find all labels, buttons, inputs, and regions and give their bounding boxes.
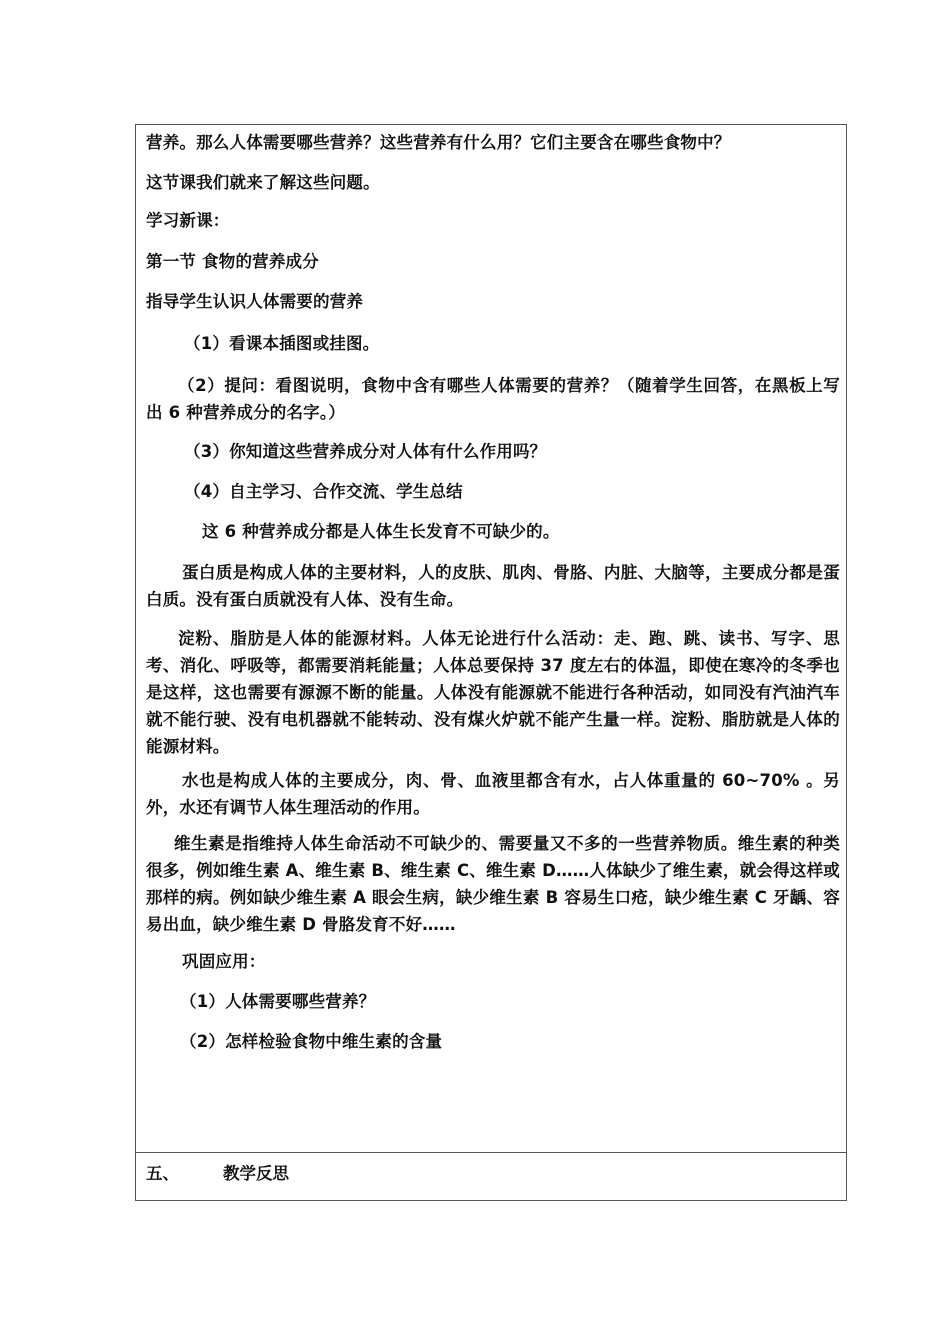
section-title: 教学反思 — [223, 1164, 289, 1183]
section-heading: 学习新课： — [146, 211, 230, 230]
list-item: （1）看课本插图或挂图。 — [184, 334, 380, 353]
section-five-heading — [146, 1160, 289, 1184]
paragraph: 蛋白质是构成人体的主要材料，人的皮肤、肌肉、骨胳、内脏、大脑等，主要成分都是蛋白质。没有蛋白质就没有人体、没有生命。 — [146, 563, 840, 609]
text-line: 这 6 种营养成分都是人体生长发育不可缺少的。 — [202, 522, 560, 541]
section-number: 五、 — [146, 1164, 179, 1183]
list-item: （3）你知道这些营养成分对人体有什么作用吗？ — [184, 442, 547, 461]
paragraph: （2）提问：看图说明，食物中含有哪些人体需要的营养？（随着学生回答，在黑板上写出 6 种营养成分的名字。） — [146, 376, 840, 422]
text-line: 营养。那么人体需要哪些营养？这些营养有什么用？它们主要含在哪些食物中？ — [146, 133, 731, 152]
lesson-table — [135, 124, 847, 1201]
list-item: （2）怎样检验食物中维生素的含量 — [180, 1032, 443, 1051]
list-item: （4）自主学习、合作交流、学生总结 — [184, 482, 463, 501]
section-heading: 巩固应用： — [182, 952, 266, 971]
section-heading: 第一节 食物的营养成分 — [146, 252, 319, 271]
text-line: 这节课我们就来了解这些问题。 — [146, 173, 380, 192]
paragraph: 维生素是指维持人体生命活动不可缺少的、需要量又不多的一些营养物质。维生素的种类很多，例如维生素 A、维生素 B、维生素 C、维生素 D……人体缺少了维生素，就会得这样或那样的病。例如缺少维生素 A 眼会生病，缺少维生素 B 容易生口疮，缺少维生素 C 牙龋、容易出血，缺少维生素 D 骨胳发育不好…… — [146, 834, 840, 934]
paragraph: 淀粉、脂肪是人体的能源材料。人体无论进行什么活动：走、跑、跳、读书、写字、思考、消化、呼吸等，都需要消耗能量；人体总要保持 37 度左右的体温，即使在寒冷的冬季也是这样，这也需要有源源不断的能量。人体没有能源就不能进行各种活动，如同没有汽油汽车就不能行驶、没有电机器就不能转动、没有煤火炉就不能产生量一样。淀粉、脂肪就是人体的能源材料。 — [146, 629, 840, 756]
table-divider — [136, 1152, 846, 1153]
paragraph: 水也是构成人体的主要成分，肉、骨、血液里都含有水，占人体重量的 60~70% 。另外，水还有调节人体生理活动的作用。 — [146, 771, 840, 817]
text-line: 指导学生认识人体需要的营养 — [146, 292, 364, 311]
list-item: （1）人体需要哪些营养？ — [180, 992, 376, 1011]
